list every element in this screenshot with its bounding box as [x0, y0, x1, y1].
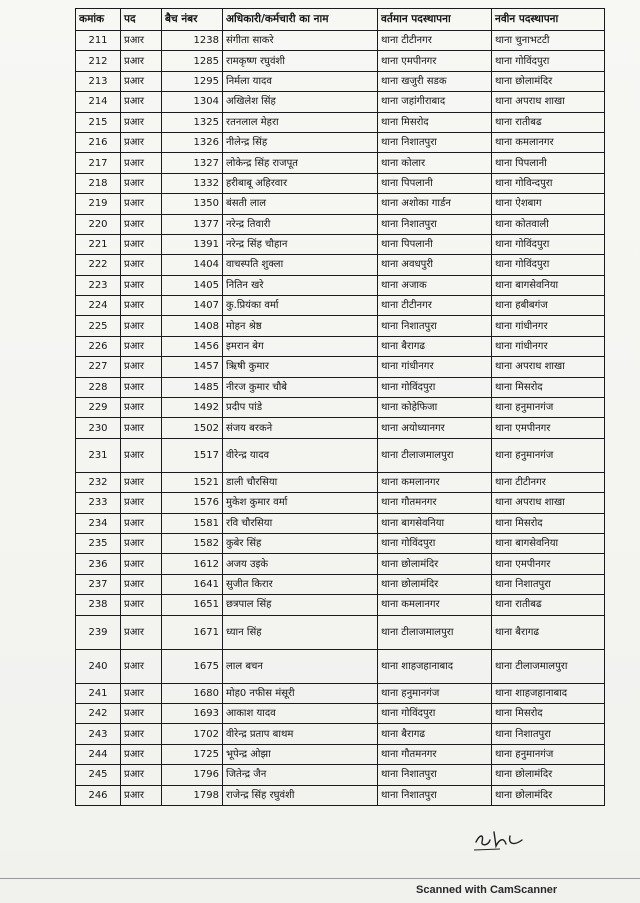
- table-row: [76, 418, 605, 438]
- cell-badge-number: 1492: [162, 398, 223, 418]
- cell-officer-name: नीरज कुमार चौबे: [223, 377, 378, 397]
- cell-officer-name: अजय उइके: [223, 554, 378, 574]
- cell-new-posting: थाना निशातपुरा: [492, 724, 605, 744]
- cell-current-posting: थाना निशातपुरा: [378, 785, 492, 805]
- table-row: [76, 316, 605, 336]
- header-serial-number: कमांक: [76, 9, 121, 31]
- cell-new-posting: थाना रातीबढ: [492, 112, 605, 132]
- cell-badge-number: 1576: [162, 493, 223, 513]
- cell-badge-number: 1702: [162, 724, 223, 744]
- cell-badge-number: 1693: [162, 703, 223, 723]
- cell-rank: प्रआर: [121, 785, 162, 805]
- cell-serial-number: 218: [76, 173, 121, 193]
- signature-mark: [470, 826, 530, 854]
- cell-current-posting: थाना अयोध्यानगर: [378, 418, 492, 438]
- cell-current-posting: थाना कमलानगर: [378, 472, 492, 492]
- cell-current-posting: थाना गांधीनगर: [378, 357, 492, 377]
- cell-rank: प्रआर: [121, 649, 162, 683]
- table-row: [76, 296, 605, 316]
- cell-badge-number: 1502: [162, 418, 223, 438]
- table-row: [76, 173, 605, 193]
- cell-serial-number: 211: [76, 31, 121, 51]
- table-row: [76, 398, 605, 418]
- cell-current-posting: थाना टीलाजमालपुरा: [378, 438, 492, 472]
- cell-officer-name: जितेन्द्र जैन: [223, 765, 378, 785]
- cell-new-posting: थाना टीटीनगर: [492, 472, 605, 492]
- cell-new-posting: थाना ऐशबाग: [492, 194, 605, 214]
- cell-new-posting: थाना हबीबगंज: [492, 296, 605, 316]
- cell-current-posting: थाना अजाक: [378, 275, 492, 295]
- cell-rank: प्रआर: [121, 336, 162, 356]
- cell-serial-number: 237: [76, 574, 121, 594]
- cell-officer-name: रामकृष्ण रघुवंशी: [223, 51, 378, 71]
- cell-serial-number: 221: [76, 234, 121, 254]
- cell-new-posting: थाना गोविंदपुरा: [492, 255, 605, 275]
- transfer-table: [75, 8, 605, 806]
- cell-rank: प्रआर: [121, 132, 162, 152]
- table-row: [76, 153, 605, 173]
- cell-officer-name: भूपेन्द्र ओझा: [223, 744, 378, 764]
- table-row: [76, 92, 605, 112]
- cell-current-posting: थाना हनुमानगंज: [378, 683, 492, 703]
- cell-new-posting: थाना मिसरोद: [492, 703, 605, 723]
- cell-rank: प्रआर: [121, 418, 162, 438]
- cell-new-posting: थाना छोलामंदिर: [492, 785, 605, 805]
- cell-rank: प्रआर: [121, 194, 162, 214]
- cell-serial-number: 229: [76, 398, 121, 418]
- cell-badge-number: 1517: [162, 438, 223, 472]
- cell-officer-name: प्रदीप पांडे: [223, 398, 378, 418]
- cell-rank: प्रआर: [121, 92, 162, 112]
- cell-new-posting: थाना गोविंदपुरा: [492, 51, 605, 71]
- cell-serial-number: 212: [76, 51, 121, 71]
- table-row: [76, 574, 605, 594]
- cell-serial-number: 240: [76, 649, 121, 683]
- cell-officer-name: रवि चौरसिया: [223, 513, 378, 533]
- cell-rank: प्रआर: [121, 472, 162, 492]
- cell-serial-number: 234: [76, 513, 121, 533]
- cell-rank: प्रआर: [121, 744, 162, 764]
- cell-rank: प्रआर: [121, 438, 162, 472]
- cell-rank: प्रआर: [121, 153, 162, 173]
- cell-rank: प्रआर: [121, 255, 162, 275]
- cell-new-posting: थाना कोतवाली: [492, 214, 605, 234]
- table-row: [76, 234, 605, 254]
- cell-officer-name: वाचस्पति शुक्ला: [223, 255, 378, 275]
- table-row: [76, 513, 605, 533]
- cell-rank: प्रआर: [121, 595, 162, 615]
- cell-officer-name: लोकेन्द्र सिंह राजपूत: [223, 153, 378, 173]
- cell-new-posting: थाना एमपीनगर: [492, 418, 605, 438]
- cell-rank: प्रआर: [121, 214, 162, 234]
- cell-rank: प्रआर: [121, 615, 162, 649]
- cell-current-posting: थाना निशातपुरा: [378, 214, 492, 234]
- cell-new-posting: थाना गोविन्दपुरा: [492, 173, 605, 193]
- cell-rank: प्रआर: [121, 533, 162, 553]
- cell-new-posting: थाना अपराध शाखा: [492, 357, 605, 377]
- cell-current-posting: थाना पिपलानी: [378, 234, 492, 254]
- cell-officer-name: संगीता साकरे: [223, 31, 378, 51]
- cell-current-posting: थाना टीटीनगर: [378, 296, 492, 316]
- cell-badge-number: 1407: [162, 296, 223, 316]
- table-row: [76, 724, 605, 744]
- cell-serial-number: 215: [76, 112, 121, 132]
- scanner-watermark: Scanned with CamScanner: [416, 884, 558, 896]
- cell-officer-name: आकाश यादव: [223, 703, 378, 723]
- cell-new-posting: थाना छोलामंदिर: [492, 71, 605, 91]
- cell-current-posting: थाना गोविंदपुरा: [378, 703, 492, 723]
- cell-serial-number: 246: [76, 785, 121, 805]
- cell-officer-name: अखिलेश सिंह: [223, 92, 378, 112]
- cell-current-posting: थाना बैरागढ: [378, 336, 492, 356]
- cell-current-posting: थाना अवधपुरी: [378, 255, 492, 275]
- cell-current-posting: थाना टीलाजमालपुरा: [378, 615, 492, 649]
- cell-officer-name: नीलेन्द्र सिंह: [223, 132, 378, 152]
- table-row: [76, 533, 605, 553]
- cell-current-posting: थाना मिसरोद: [378, 112, 492, 132]
- cell-officer-name: मोहन श्रेष्ठ: [223, 316, 378, 336]
- cell-badge-number: 1405: [162, 275, 223, 295]
- cell-serial-number: 233: [76, 493, 121, 513]
- cell-officer-name: डाली चौरसिया: [223, 472, 378, 492]
- table-row: [76, 554, 605, 574]
- cell-rank: प्रआर: [121, 51, 162, 71]
- cell-new-posting: थाना बागसेवनिया: [492, 275, 605, 295]
- cell-new-posting: थाना अपराध शाखा: [492, 493, 605, 513]
- table-row: [76, 785, 605, 805]
- cell-serial-number: 231: [76, 438, 121, 472]
- table-row: [76, 683, 605, 703]
- table-row: [76, 438, 605, 472]
- cell-badge-number: 1456: [162, 336, 223, 356]
- cell-current-posting: थाना गोविंदपुरा: [378, 533, 492, 553]
- cell-rank: प्रआर: [121, 377, 162, 397]
- cell-serial-number: 224: [76, 296, 121, 316]
- table-row: [76, 214, 605, 234]
- cell-current-posting: थाना पिपलानी: [378, 173, 492, 193]
- cell-rank: प्रआर: [121, 296, 162, 316]
- cell-officer-name: सुजीत किरार: [223, 574, 378, 594]
- cell-current-posting: थाना निशातपुरा: [378, 132, 492, 152]
- header-new-posting: नवीन पदस्थापना: [492, 9, 605, 31]
- table-row: [76, 615, 605, 649]
- cell-new-posting: थाना मिसरोद: [492, 513, 605, 533]
- cell-badge-number: 1798: [162, 785, 223, 805]
- table-row: [76, 336, 605, 356]
- table-row: [76, 472, 605, 492]
- cell-rank: प्रआर: [121, 234, 162, 254]
- cell-serial-number: 245: [76, 765, 121, 785]
- cell-new-posting: थाना हनुमानगंज: [492, 398, 605, 418]
- cell-badge-number: 1641: [162, 574, 223, 594]
- cell-rank: प्रआर: [121, 513, 162, 533]
- table-row: [76, 744, 605, 764]
- cell-current-posting: थाना जहांगीराबाद: [378, 92, 492, 112]
- cell-serial-number: 243: [76, 724, 121, 744]
- cell-rank: प्रआर: [121, 112, 162, 132]
- cell-officer-name: ऋिषी कुमार: [223, 357, 378, 377]
- cell-officer-name: नरेन्द्र सिंह चौहान: [223, 234, 378, 254]
- table-row: [76, 51, 605, 71]
- cell-serial-number: 213: [76, 71, 121, 91]
- cell-officer-name: निर्मला यादव: [223, 71, 378, 91]
- cell-badge-number: 1304: [162, 92, 223, 112]
- cell-current-posting: थाना निशातपुरा: [378, 316, 492, 336]
- cell-new-posting: थाना गोविंदपुरा: [492, 234, 605, 254]
- cell-officer-name: लाल बचन: [223, 649, 378, 683]
- cell-serial-number: 242: [76, 703, 121, 723]
- header-current-posting: वर्तमान पदस्थापना: [378, 9, 492, 31]
- cell-rank: प्रआर: [121, 493, 162, 513]
- table-row: [76, 703, 605, 723]
- cell-badge-number: 1391: [162, 234, 223, 254]
- table-row: [76, 377, 605, 397]
- cell-rank: प्रआर: [121, 765, 162, 785]
- cell-new-posting: थाना बैरागढ: [492, 615, 605, 649]
- cell-current-posting: थाना खजुरी सडक: [378, 71, 492, 91]
- cell-new-posting: थाना हनुमानगंज: [492, 744, 605, 764]
- cell-serial-number: 235: [76, 533, 121, 553]
- cell-badge-number: 1408: [162, 316, 223, 336]
- cell-rank: प्रआर: [121, 724, 162, 744]
- cell-officer-name: कु.प्रियंका वर्मा: [223, 296, 378, 316]
- table-row: [76, 493, 605, 513]
- cell-new-posting: थाना टीलाजमालपुरा: [492, 649, 605, 683]
- cell-serial-number: 223: [76, 275, 121, 295]
- cell-new-posting: थाना अपराध शाखा: [492, 92, 605, 112]
- cell-badge-number: 1325: [162, 112, 223, 132]
- cell-badge-number: 1404: [162, 255, 223, 275]
- cell-officer-name: राजेन्द्र सिंह रघुवंशी: [223, 785, 378, 805]
- cell-badge-number: 1238: [162, 31, 223, 51]
- cell-officer-name: मुकेश कुमार वर्मा: [223, 493, 378, 513]
- cell-current-posting: थाना निशातपुरा: [378, 765, 492, 785]
- cell-badge-number: 1796: [162, 765, 223, 785]
- cell-serial-number: 244: [76, 744, 121, 764]
- table-row: [76, 275, 605, 295]
- cell-serial-number: 236: [76, 554, 121, 574]
- cell-current-posting: थाना छोलामंदिर: [378, 574, 492, 594]
- cell-serial-number: 220: [76, 214, 121, 234]
- cell-officer-name: रतनलाल मेहरा: [223, 112, 378, 132]
- cell-serial-number: 217: [76, 153, 121, 173]
- cell-badge-number: 1377: [162, 214, 223, 234]
- cell-current-posting: थाना कमलानगर: [378, 595, 492, 615]
- cell-rank: प्रआर: [121, 554, 162, 574]
- cell-serial-number: 227: [76, 357, 121, 377]
- cell-officer-name: नितिन खरे: [223, 275, 378, 295]
- cell-new-posting: थाना निशातपुरा: [492, 574, 605, 594]
- cell-badge-number: 1332: [162, 173, 223, 193]
- cell-serial-number: 219: [76, 194, 121, 214]
- cell-new-posting: थाना रातीबढ: [492, 595, 605, 615]
- cell-serial-number: 228: [76, 377, 121, 397]
- cell-badge-number: 1725: [162, 744, 223, 764]
- cell-current-posting: थाना टीटीनगर: [378, 31, 492, 51]
- cell-officer-name: छत्रपाल सिंह: [223, 595, 378, 615]
- cell-serial-number: 226: [76, 336, 121, 356]
- cell-officer-name: संजय बरकने: [223, 418, 378, 438]
- cell-badge-number: 1295: [162, 71, 223, 91]
- cell-current-posting: थाना कोहेफिजा: [378, 398, 492, 418]
- cell-rank: प्रआर: [121, 574, 162, 594]
- cell-officer-name: बंसती लाल: [223, 194, 378, 214]
- cell-badge-number: 1285: [162, 51, 223, 71]
- header-rank: पद: [121, 9, 162, 31]
- cell-serial-number: 214: [76, 92, 121, 112]
- cell-officer-name: वीरेन्द्र यादव: [223, 438, 378, 472]
- cell-serial-number: 216: [76, 132, 121, 152]
- header-badge-number: बैच नंबर: [162, 9, 223, 31]
- table-row: [76, 649, 605, 683]
- cell-serial-number: 241: [76, 683, 121, 703]
- cell-rank: प्रआर: [121, 275, 162, 295]
- cell-new-posting: थाना चुनाभटटी: [492, 31, 605, 51]
- cell-new-posting: थाना शाहजहानाबाद: [492, 683, 605, 703]
- table-row: [76, 71, 605, 91]
- header-officer-name: अधिकारी/कर्मचारी का नाम: [223, 9, 378, 31]
- scan-bottom-rule: [0, 878, 640, 879]
- cell-serial-number: 225: [76, 316, 121, 336]
- cell-new-posting: थाना बागसेवनिया: [492, 533, 605, 553]
- table-row: [76, 112, 605, 132]
- cell-rank: प्रआर: [121, 316, 162, 336]
- table-row: [76, 194, 605, 214]
- cell-rank: प्रआर: [121, 683, 162, 703]
- table-row: [76, 255, 605, 275]
- cell-current-posting: थाना गौतमनगर: [378, 493, 492, 513]
- cell-new-posting: थाना पिपलानी: [492, 153, 605, 173]
- cell-badge-number: 1680: [162, 683, 223, 703]
- table-row: [76, 357, 605, 377]
- table-row: [76, 765, 605, 785]
- cell-current-posting: थाना बागसेवनिया: [378, 513, 492, 533]
- cell-current-posting: थाना कोलार: [378, 153, 492, 173]
- cell-badge-number: 1521: [162, 472, 223, 492]
- cell-officer-name: मोह0 नफीस मंसूरी: [223, 683, 378, 703]
- cell-badge-number: 1675: [162, 649, 223, 683]
- table-row: [76, 132, 605, 152]
- cell-badge-number: 1326: [162, 132, 223, 152]
- cell-current-posting: थाना शाहजहानाबाद: [378, 649, 492, 683]
- cell-current-posting: थाना अशोका गार्डन: [378, 194, 492, 214]
- cell-current-posting: थाना गौतमनगर: [378, 744, 492, 764]
- cell-badge-number: 1327: [162, 153, 223, 173]
- cell-rank: प्रआर: [121, 703, 162, 723]
- cell-badge-number: 1582: [162, 533, 223, 553]
- cell-badge-number: 1612: [162, 554, 223, 574]
- cell-badge-number: 1671: [162, 615, 223, 649]
- cell-officer-name: हरीबाबू अहिरवार: [223, 173, 378, 193]
- cell-current-posting: थाना छोलामंदिर: [378, 554, 492, 574]
- cell-new-posting: थाना कमलानगर: [492, 132, 605, 152]
- cell-new-posting: थाना मिसरोद: [492, 377, 605, 397]
- cell-rank: प्रआर: [121, 357, 162, 377]
- cell-current-posting: थाना गोविंदपुरा: [378, 377, 492, 397]
- cell-serial-number: 222: [76, 255, 121, 275]
- cell-current-posting: थाना बैरागढ: [378, 724, 492, 744]
- cell-serial-number: 230: [76, 418, 121, 438]
- cell-officer-name: नरेन्द्र तिवारी: [223, 214, 378, 234]
- cell-new-posting: थाना एमपीनगर: [492, 554, 605, 574]
- table-header-row: [76, 9, 605, 31]
- cell-new-posting: थाना गांधीनगर: [492, 336, 605, 356]
- cell-rank: प्रआर: [121, 31, 162, 51]
- cell-officer-name: वीरेन्द्र प्रताप बाथम: [223, 724, 378, 744]
- cell-serial-number: 239: [76, 615, 121, 649]
- cell-rank: प्रआर: [121, 398, 162, 418]
- cell-new-posting: थाना हनुमानगंज: [492, 438, 605, 472]
- cell-badge-number: 1581: [162, 513, 223, 533]
- cell-new-posting: थाना छोलामंदिर: [492, 765, 605, 785]
- cell-rank: प्रआर: [121, 71, 162, 91]
- cell-badge-number: 1485: [162, 377, 223, 397]
- cell-current-posting: थाना एमपीनगर: [378, 51, 492, 71]
- table-row: [76, 595, 605, 615]
- cell-serial-number: 238: [76, 595, 121, 615]
- cell-badge-number: 1651: [162, 595, 223, 615]
- cell-officer-name: इमरान बेग: [223, 336, 378, 356]
- cell-serial-number: 232: [76, 472, 121, 492]
- cell-officer-name: कुबेर सिंह: [223, 533, 378, 553]
- cell-rank: प्रआर: [121, 173, 162, 193]
- table-row: [76, 31, 605, 51]
- cell-new-posting: थाना गांधीनगर: [492, 316, 605, 336]
- cell-officer-name: ध्यान सिंह: [223, 615, 378, 649]
- cell-badge-number: 1457: [162, 357, 223, 377]
- cell-badge-number: 1350: [162, 194, 223, 214]
